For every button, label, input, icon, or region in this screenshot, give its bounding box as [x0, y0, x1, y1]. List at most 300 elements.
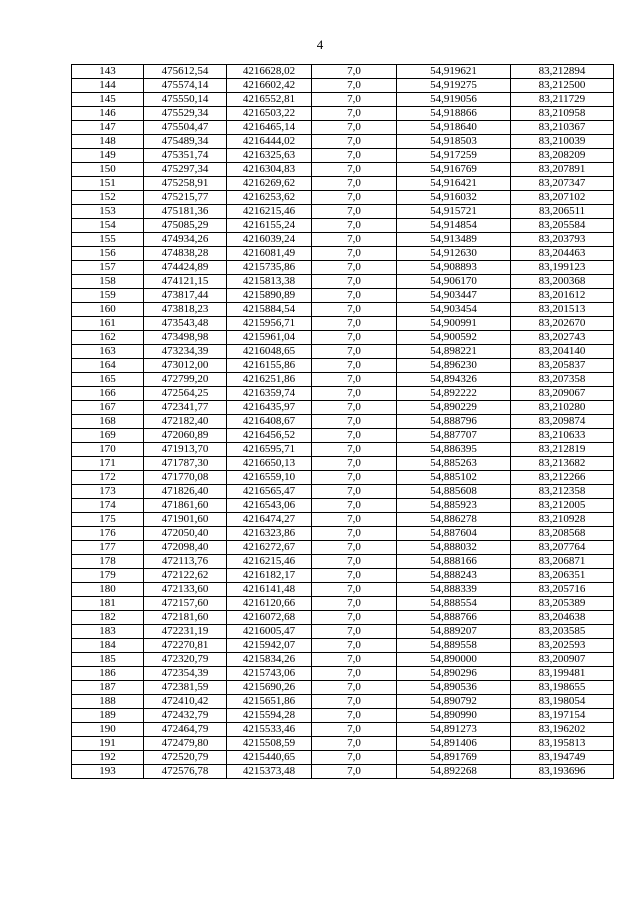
- tolerance-cell: 7,0: [312, 345, 397, 359]
- tolerance-cell: 7,0: [312, 653, 397, 667]
- latitude-cell: 54,890536: [397, 681, 511, 695]
- point-number-cell: 161: [72, 317, 144, 331]
- table-row: [72, 457, 614, 471]
- latitude-cell: 54,918866: [397, 107, 511, 121]
- point-number-cell: 153: [72, 205, 144, 219]
- tolerance-cell: 7,0: [312, 93, 397, 107]
- longitude-cell: 83,204463: [511, 247, 614, 261]
- table-row: [72, 65, 614, 79]
- tolerance-cell: 7,0: [312, 191, 397, 205]
- latitude-cell: 54,914854: [397, 219, 511, 233]
- longitude-cell: 83,202743: [511, 331, 614, 345]
- point-number-cell: 167: [72, 401, 144, 415]
- table-row: [72, 527, 614, 541]
- x-coordinate-cell: 472432,79: [144, 709, 227, 723]
- y-coordinate-cell: 4216650,13: [227, 457, 312, 471]
- longitude-cell: 83,207358: [511, 373, 614, 387]
- latitude-cell: 54,898221: [397, 345, 511, 359]
- point-number-cell: 144: [72, 79, 144, 93]
- point-number-cell: 192: [72, 751, 144, 765]
- y-coordinate-cell: 4216039,24: [227, 233, 312, 247]
- y-coordinate-cell: 4215961,04: [227, 331, 312, 345]
- y-coordinate-cell: 4216543,06: [227, 499, 312, 513]
- point-number-cell: 187: [72, 681, 144, 695]
- table-row: [72, 653, 614, 667]
- tolerance-cell: 7,0: [312, 135, 397, 149]
- y-coordinate-cell: 4215743,06: [227, 667, 312, 681]
- latitude-cell: 54,894326: [397, 373, 511, 387]
- y-coordinate-cell: 4216435,97: [227, 401, 312, 415]
- tolerance-cell: 7,0: [312, 401, 397, 415]
- y-coordinate-cell: 4216120,66: [227, 597, 312, 611]
- point-number-cell: 176: [72, 527, 144, 541]
- table-row: [72, 611, 614, 625]
- longitude-cell: 83,197154: [511, 709, 614, 723]
- table-row: [72, 107, 614, 121]
- table-row: [72, 681, 614, 695]
- x-coordinate-cell: 475297,34: [144, 163, 227, 177]
- latitude-cell: 54,900592: [397, 331, 511, 345]
- tolerance-cell: 7,0: [312, 121, 397, 135]
- table-row: [72, 583, 614, 597]
- table-row: [72, 709, 614, 723]
- y-coordinate-cell: 4215890,89: [227, 289, 312, 303]
- latitude-cell: 54,888554: [397, 597, 511, 611]
- longitude-cell: 83,204140: [511, 345, 614, 359]
- point-number-cell: 189: [72, 709, 144, 723]
- longitude-cell: 83,203585: [511, 625, 614, 639]
- table-row: [72, 345, 614, 359]
- point-number-cell: 148: [72, 135, 144, 149]
- tolerance-cell: 7,0: [312, 261, 397, 275]
- table-row: [72, 79, 614, 93]
- point-number-cell: 170: [72, 443, 144, 457]
- x-coordinate-cell: 475215,77: [144, 191, 227, 205]
- latitude-cell: 54,900991: [397, 317, 511, 331]
- longitude-cell: 83,202670: [511, 317, 614, 331]
- table-row: [72, 765, 614, 779]
- y-coordinate-cell: 4216215,46: [227, 555, 312, 569]
- x-coordinate-cell: 472799,20: [144, 373, 227, 387]
- latitude-cell: 54,889558: [397, 639, 511, 653]
- x-coordinate-cell: 472270,81: [144, 639, 227, 653]
- y-coordinate-cell: 4216269,62: [227, 177, 312, 191]
- longitude-cell: 83,212358: [511, 485, 614, 499]
- point-number-cell: 178: [72, 555, 144, 569]
- point-number-cell: 149: [72, 149, 144, 163]
- x-coordinate-cell: 473818,23: [144, 303, 227, 317]
- y-coordinate-cell: 4216359,74: [227, 387, 312, 401]
- x-coordinate-cell: 473498,98: [144, 331, 227, 345]
- y-coordinate-cell: 4215508,59: [227, 737, 312, 751]
- longitude-cell: 83,205716: [511, 583, 614, 597]
- y-coordinate-cell: 4215834,26: [227, 653, 312, 667]
- latitude-cell: 54,890792: [397, 695, 511, 709]
- table-body: [72, 65, 614, 779]
- point-number-cell: 165: [72, 373, 144, 387]
- x-coordinate-cell: 472464,79: [144, 723, 227, 737]
- tolerance-cell: 7,0: [312, 695, 397, 709]
- table-row: [72, 499, 614, 513]
- latitude-cell: 54,891769: [397, 751, 511, 765]
- table-row: [72, 135, 614, 149]
- point-number-cell: 182: [72, 611, 144, 625]
- point-number-cell: 145: [72, 93, 144, 107]
- latitude-cell: 54,919056: [397, 93, 511, 107]
- latitude-cell: 54,887707: [397, 429, 511, 443]
- latitude-cell: 54,885608: [397, 485, 511, 499]
- tolerance-cell: 7,0: [312, 751, 397, 765]
- longitude-cell: 83,198655: [511, 681, 614, 695]
- latitude-cell: 54,919621: [397, 65, 511, 79]
- y-coordinate-cell: 4216552,81: [227, 93, 312, 107]
- tolerance-cell: 7,0: [312, 65, 397, 79]
- x-coordinate-cell: 471787,30: [144, 457, 227, 471]
- latitude-cell: 54,888243: [397, 569, 511, 583]
- tolerance-cell: 7,0: [312, 737, 397, 751]
- y-coordinate-cell: 4216444,02: [227, 135, 312, 149]
- point-number-cell: 146: [72, 107, 144, 121]
- tolerance-cell: 7,0: [312, 443, 397, 457]
- y-coordinate-cell: 4216081,49: [227, 247, 312, 261]
- latitude-cell: 54,918640: [397, 121, 511, 135]
- latitude-cell: 54,890000: [397, 653, 511, 667]
- y-coordinate-cell: 4215884,54: [227, 303, 312, 317]
- table-row: [72, 429, 614, 443]
- point-number-cell: 183: [72, 625, 144, 639]
- x-coordinate-cell: 475258,91: [144, 177, 227, 191]
- longitude-cell: 83,212894: [511, 65, 614, 79]
- x-coordinate-cell: 472320,79: [144, 653, 227, 667]
- y-coordinate-cell: 4216474,27: [227, 513, 312, 527]
- tolerance-cell: 7,0: [312, 457, 397, 471]
- table-row: [72, 415, 614, 429]
- tolerance-cell: 7,0: [312, 79, 397, 93]
- longitude-cell: 83,210928: [511, 513, 614, 527]
- x-coordinate-cell: 471901,60: [144, 513, 227, 527]
- tolerance-cell: 7,0: [312, 471, 397, 485]
- point-number-cell: 180: [72, 583, 144, 597]
- point-number-cell: 185: [72, 653, 144, 667]
- table-row: [72, 191, 614, 205]
- latitude-cell: 54,908893: [397, 261, 511, 275]
- table-row: [72, 667, 614, 681]
- x-coordinate-cell: 472479,80: [144, 737, 227, 751]
- table-row: [72, 597, 614, 611]
- tolerance-cell: 7,0: [312, 583, 397, 597]
- point-number-cell: 162: [72, 331, 144, 345]
- latitude-cell: 54,892222: [397, 387, 511, 401]
- point-number-cell: 143: [72, 65, 144, 79]
- tolerance-cell: 7,0: [312, 569, 397, 583]
- point-number-cell: 159: [72, 289, 144, 303]
- point-number-cell: 155: [72, 233, 144, 247]
- point-number-cell: 147: [72, 121, 144, 135]
- tolerance-cell: 7,0: [312, 359, 397, 373]
- page-number: 4: [316, 37, 324, 52]
- x-coordinate-cell: 473543,48: [144, 317, 227, 331]
- y-coordinate-cell: 4216456,52: [227, 429, 312, 443]
- latitude-cell: 54,888766: [397, 611, 511, 625]
- table-row: [72, 555, 614, 569]
- tolerance-cell: 7,0: [312, 317, 397, 331]
- longitude-cell: 83,210367: [511, 121, 614, 135]
- table-row: [72, 233, 614, 247]
- latitude-cell: 54,891273: [397, 723, 511, 737]
- latitude-cell: 54,903447: [397, 289, 511, 303]
- latitude-cell: 54,885923: [397, 499, 511, 513]
- longitude-cell: 83,207891: [511, 163, 614, 177]
- point-number-cell: 164: [72, 359, 144, 373]
- point-number-cell: 173: [72, 485, 144, 499]
- table-row: [72, 513, 614, 527]
- table-row: [72, 247, 614, 261]
- table-row: [72, 303, 614, 317]
- y-coordinate-cell: 4216565,47: [227, 485, 312, 499]
- y-coordinate-cell: 4215594,28: [227, 709, 312, 723]
- x-coordinate-cell: 471861,60: [144, 499, 227, 513]
- x-coordinate-cell: 472122,62: [144, 569, 227, 583]
- point-number-cell: 156: [72, 247, 144, 261]
- tolerance-cell: 7,0: [312, 625, 397, 639]
- table-row: [72, 751, 614, 765]
- x-coordinate-cell: 472113,76: [144, 555, 227, 569]
- longitude-cell: 83,211729: [511, 93, 614, 107]
- point-number-cell: 152: [72, 191, 144, 205]
- x-coordinate-cell: 475574,14: [144, 79, 227, 93]
- table-row: [72, 219, 614, 233]
- longitude-cell: 83,205584: [511, 219, 614, 233]
- longitude-cell: 83,206351: [511, 569, 614, 583]
- longitude-cell: 83,207347: [511, 177, 614, 191]
- longitude-cell: 83,210280: [511, 401, 614, 415]
- point-number-cell: 163: [72, 345, 144, 359]
- x-coordinate-cell: 472231,19: [144, 625, 227, 639]
- point-number-cell: 158: [72, 275, 144, 289]
- latitude-cell: 54,917259: [397, 149, 511, 163]
- x-coordinate-cell: 475085,29: [144, 219, 227, 233]
- x-coordinate-cell: 472410,42: [144, 695, 227, 709]
- point-number-cell: 157: [72, 261, 144, 275]
- tolerance-cell: 7,0: [312, 681, 397, 695]
- tolerance-cell: 7,0: [312, 765, 397, 779]
- latitude-cell: 54,886278: [397, 513, 511, 527]
- x-coordinate-cell: 472520,79: [144, 751, 227, 765]
- x-coordinate-cell: 472181,60: [144, 611, 227, 625]
- latitude-cell: 54,918503: [397, 135, 511, 149]
- x-coordinate-cell: 472133,60: [144, 583, 227, 597]
- x-coordinate-cell: 473817,44: [144, 289, 227, 303]
- table-row: [72, 177, 614, 191]
- longitude-cell: 83,206511: [511, 205, 614, 219]
- latitude-cell: 54,916032: [397, 191, 511, 205]
- longitude-cell: 83,208209: [511, 149, 614, 163]
- tolerance-cell: 7,0: [312, 527, 397, 541]
- tolerance-cell: 7,0: [312, 177, 397, 191]
- tolerance-cell: 7,0: [312, 275, 397, 289]
- longitude-cell: 83,193696: [511, 765, 614, 779]
- longitude-cell: 83,200368: [511, 275, 614, 289]
- y-coordinate-cell: 4216155,86: [227, 359, 312, 373]
- table-row: [72, 121, 614, 135]
- table-row: [72, 317, 614, 331]
- coordinates-table: [71, 64, 614, 779]
- longitude-cell: 83,201612: [511, 289, 614, 303]
- y-coordinate-cell: 4216408,67: [227, 415, 312, 429]
- table-row: [72, 401, 614, 415]
- x-coordinate-cell: 475529,34: [144, 107, 227, 121]
- latitude-cell: 54,906170: [397, 275, 511, 289]
- latitude-cell: 54,890296: [397, 667, 511, 681]
- point-number-cell: 193: [72, 765, 144, 779]
- point-number-cell: 184: [72, 639, 144, 653]
- point-number-cell: 191: [72, 737, 144, 751]
- point-number-cell: 172: [72, 471, 144, 485]
- x-coordinate-cell: 472354,39: [144, 667, 227, 681]
- y-coordinate-cell: 4216048,65: [227, 345, 312, 359]
- longitude-cell: 83,213682: [511, 457, 614, 471]
- point-number-cell: 190: [72, 723, 144, 737]
- point-number-cell: 169: [72, 429, 144, 443]
- y-coordinate-cell: 4216215,46: [227, 205, 312, 219]
- latitude-cell: 54,903454: [397, 303, 511, 317]
- longitude-cell: 83,205837: [511, 359, 614, 373]
- longitude-cell: 83,202593: [511, 639, 614, 653]
- table-row: [72, 723, 614, 737]
- y-coordinate-cell: 4216251,86: [227, 373, 312, 387]
- table-row: [72, 541, 614, 555]
- table-row: [72, 261, 614, 275]
- x-coordinate-cell: 472050,40: [144, 527, 227, 541]
- latitude-cell: 54,888166: [397, 555, 511, 569]
- tolerance-cell: 7,0: [312, 331, 397, 345]
- longitude-cell: 83,212819: [511, 443, 614, 457]
- tolerance-cell: 7,0: [312, 205, 397, 219]
- latitude-cell: 54,885263: [397, 457, 511, 471]
- table-row: [72, 443, 614, 457]
- y-coordinate-cell: 4216272,67: [227, 541, 312, 555]
- x-coordinate-cell: 471770,08: [144, 471, 227, 485]
- x-coordinate-cell: 473234,39: [144, 345, 227, 359]
- point-number-cell: 171: [72, 457, 144, 471]
- latitude-cell: 54,892268: [397, 765, 511, 779]
- x-coordinate-cell: 472341,77: [144, 401, 227, 415]
- tolerance-cell: 7,0: [312, 107, 397, 121]
- longitude-cell: 83,199481: [511, 667, 614, 681]
- table-row: [72, 149, 614, 163]
- x-coordinate-cell: 473012,00: [144, 359, 227, 373]
- point-number-cell: 179: [72, 569, 144, 583]
- point-number-cell: 166: [72, 387, 144, 401]
- x-coordinate-cell: 474121,15: [144, 275, 227, 289]
- tolerance-cell: 7,0: [312, 149, 397, 163]
- longitude-cell: 83,203793: [511, 233, 614, 247]
- latitude-cell: 54,913489: [397, 233, 511, 247]
- tolerance-cell: 7,0: [312, 247, 397, 261]
- y-coordinate-cell: 4215690,26: [227, 681, 312, 695]
- longitude-cell: 83,208568: [511, 527, 614, 541]
- longitude-cell: 83,210958: [511, 107, 614, 121]
- y-coordinate-cell: 4216465,14: [227, 121, 312, 135]
- longitude-cell: 83,195813: [511, 737, 614, 751]
- table-row: [72, 275, 614, 289]
- x-coordinate-cell: 474424,89: [144, 261, 227, 275]
- tolerance-cell: 7,0: [312, 499, 397, 513]
- tolerance-cell: 7,0: [312, 233, 397, 247]
- y-coordinate-cell: 4216628,02: [227, 65, 312, 79]
- y-coordinate-cell: 4215651,86: [227, 695, 312, 709]
- longitude-cell: 83,207764: [511, 541, 614, 555]
- latitude-cell: 54,896230: [397, 359, 511, 373]
- x-coordinate-cell: 475351,74: [144, 149, 227, 163]
- x-coordinate-cell: 472182,40: [144, 415, 227, 429]
- longitude-cell: 83,209067: [511, 387, 614, 401]
- table-row: [72, 93, 614, 107]
- y-coordinate-cell: 4216005,47: [227, 625, 312, 639]
- tolerance-cell: 7,0: [312, 513, 397, 527]
- tolerance-cell: 7,0: [312, 387, 397, 401]
- longitude-cell: 83,205389: [511, 597, 614, 611]
- longitude-cell: 83,210633: [511, 429, 614, 443]
- y-coordinate-cell: 4216155,24: [227, 219, 312, 233]
- x-coordinate-cell: 472576,78: [144, 765, 227, 779]
- tolerance-cell: 7,0: [312, 429, 397, 443]
- y-coordinate-cell: 4216595,71: [227, 443, 312, 457]
- point-number-cell: 154: [72, 219, 144, 233]
- x-coordinate-cell: 475504,47: [144, 121, 227, 135]
- table-row: [72, 625, 614, 639]
- point-number-cell: 151: [72, 177, 144, 191]
- point-number-cell: 175: [72, 513, 144, 527]
- x-coordinate-cell: 475181,36: [144, 205, 227, 219]
- x-coordinate-cell: 474838,28: [144, 247, 227, 261]
- point-number-cell: 188: [72, 695, 144, 709]
- point-number-cell: 181: [72, 597, 144, 611]
- x-coordinate-cell: 472381,59: [144, 681, 227, 695]
- tolerance-cell: 7,0: [312, 289, 397, 303]
- longitude-cell: 83,204638: [511, 611, 614, 625]
- latitude-cell: 54,891406: [397, 737, 511, 751]
- tolerance-cell: 7,0: [312, 541, 397, 555]
- y-coordinate-cell: 4216182,17: [227, 569, 312, 583]
- longitude-cell: 83,210039: [511, 135, 614, 149]
- latitude-cell: 54,916769: [397, 163, 511, 177]
- y-coordinate-cell: 4215735,86: [227, 261, 312, 275]
- table-row: [72, 205, 614, 219]
- latitude-cell: 54,888339: [397, 583, 511, 597]
- table-row: [72, 569, 614, 583]
- latitude-cell: 54,912630: [397, 247, 511, 261]
- tolerance-cell: 7,0: [312, 219, 397, 233]
- y-coordinate-cell: 4216559,10: [227, 471, 312, 485]
- x-coordinate-cell: 471913,70: [144, 443, 227, 457]
- longitude-cell: 83,200907: [511, 653, 614, 667]
- y-coordinate-cell: 4215942,07: [227, 639, 312, 653]
- longitude-cell: 83,212266: [511, 471, 614, 485]
- latitude-cell: 54,889207: [397, 625, 511, 639]
- y-coordinate-cell: 4215440,65: [227, 751, 312, 765]
- point-number-cell: 186: [72, 667, 144, 681]
- longitude-cell: 83,194749: [511, 751, 614, 765]
- point-number-cell: 174: [72, 499, 144, 513]
- latitude-cell: 54,919275: [397, 79, 511, 93]
- longitude-cell: 83,206871: [511, 555, 614, 569]
- x-coordinate-cell: 475612,54: [144, 65, 227, 79]
- tolerance-cell: 7,0: [312, 723, 397, 737]
- tolerance-cell: 7,0: [312, 555, 397, 569]
- tolerance-cell: 7,0: [312, 639, 397, 653]
- tolerance-cell: 7,0: [312, 415, 397, 429]
